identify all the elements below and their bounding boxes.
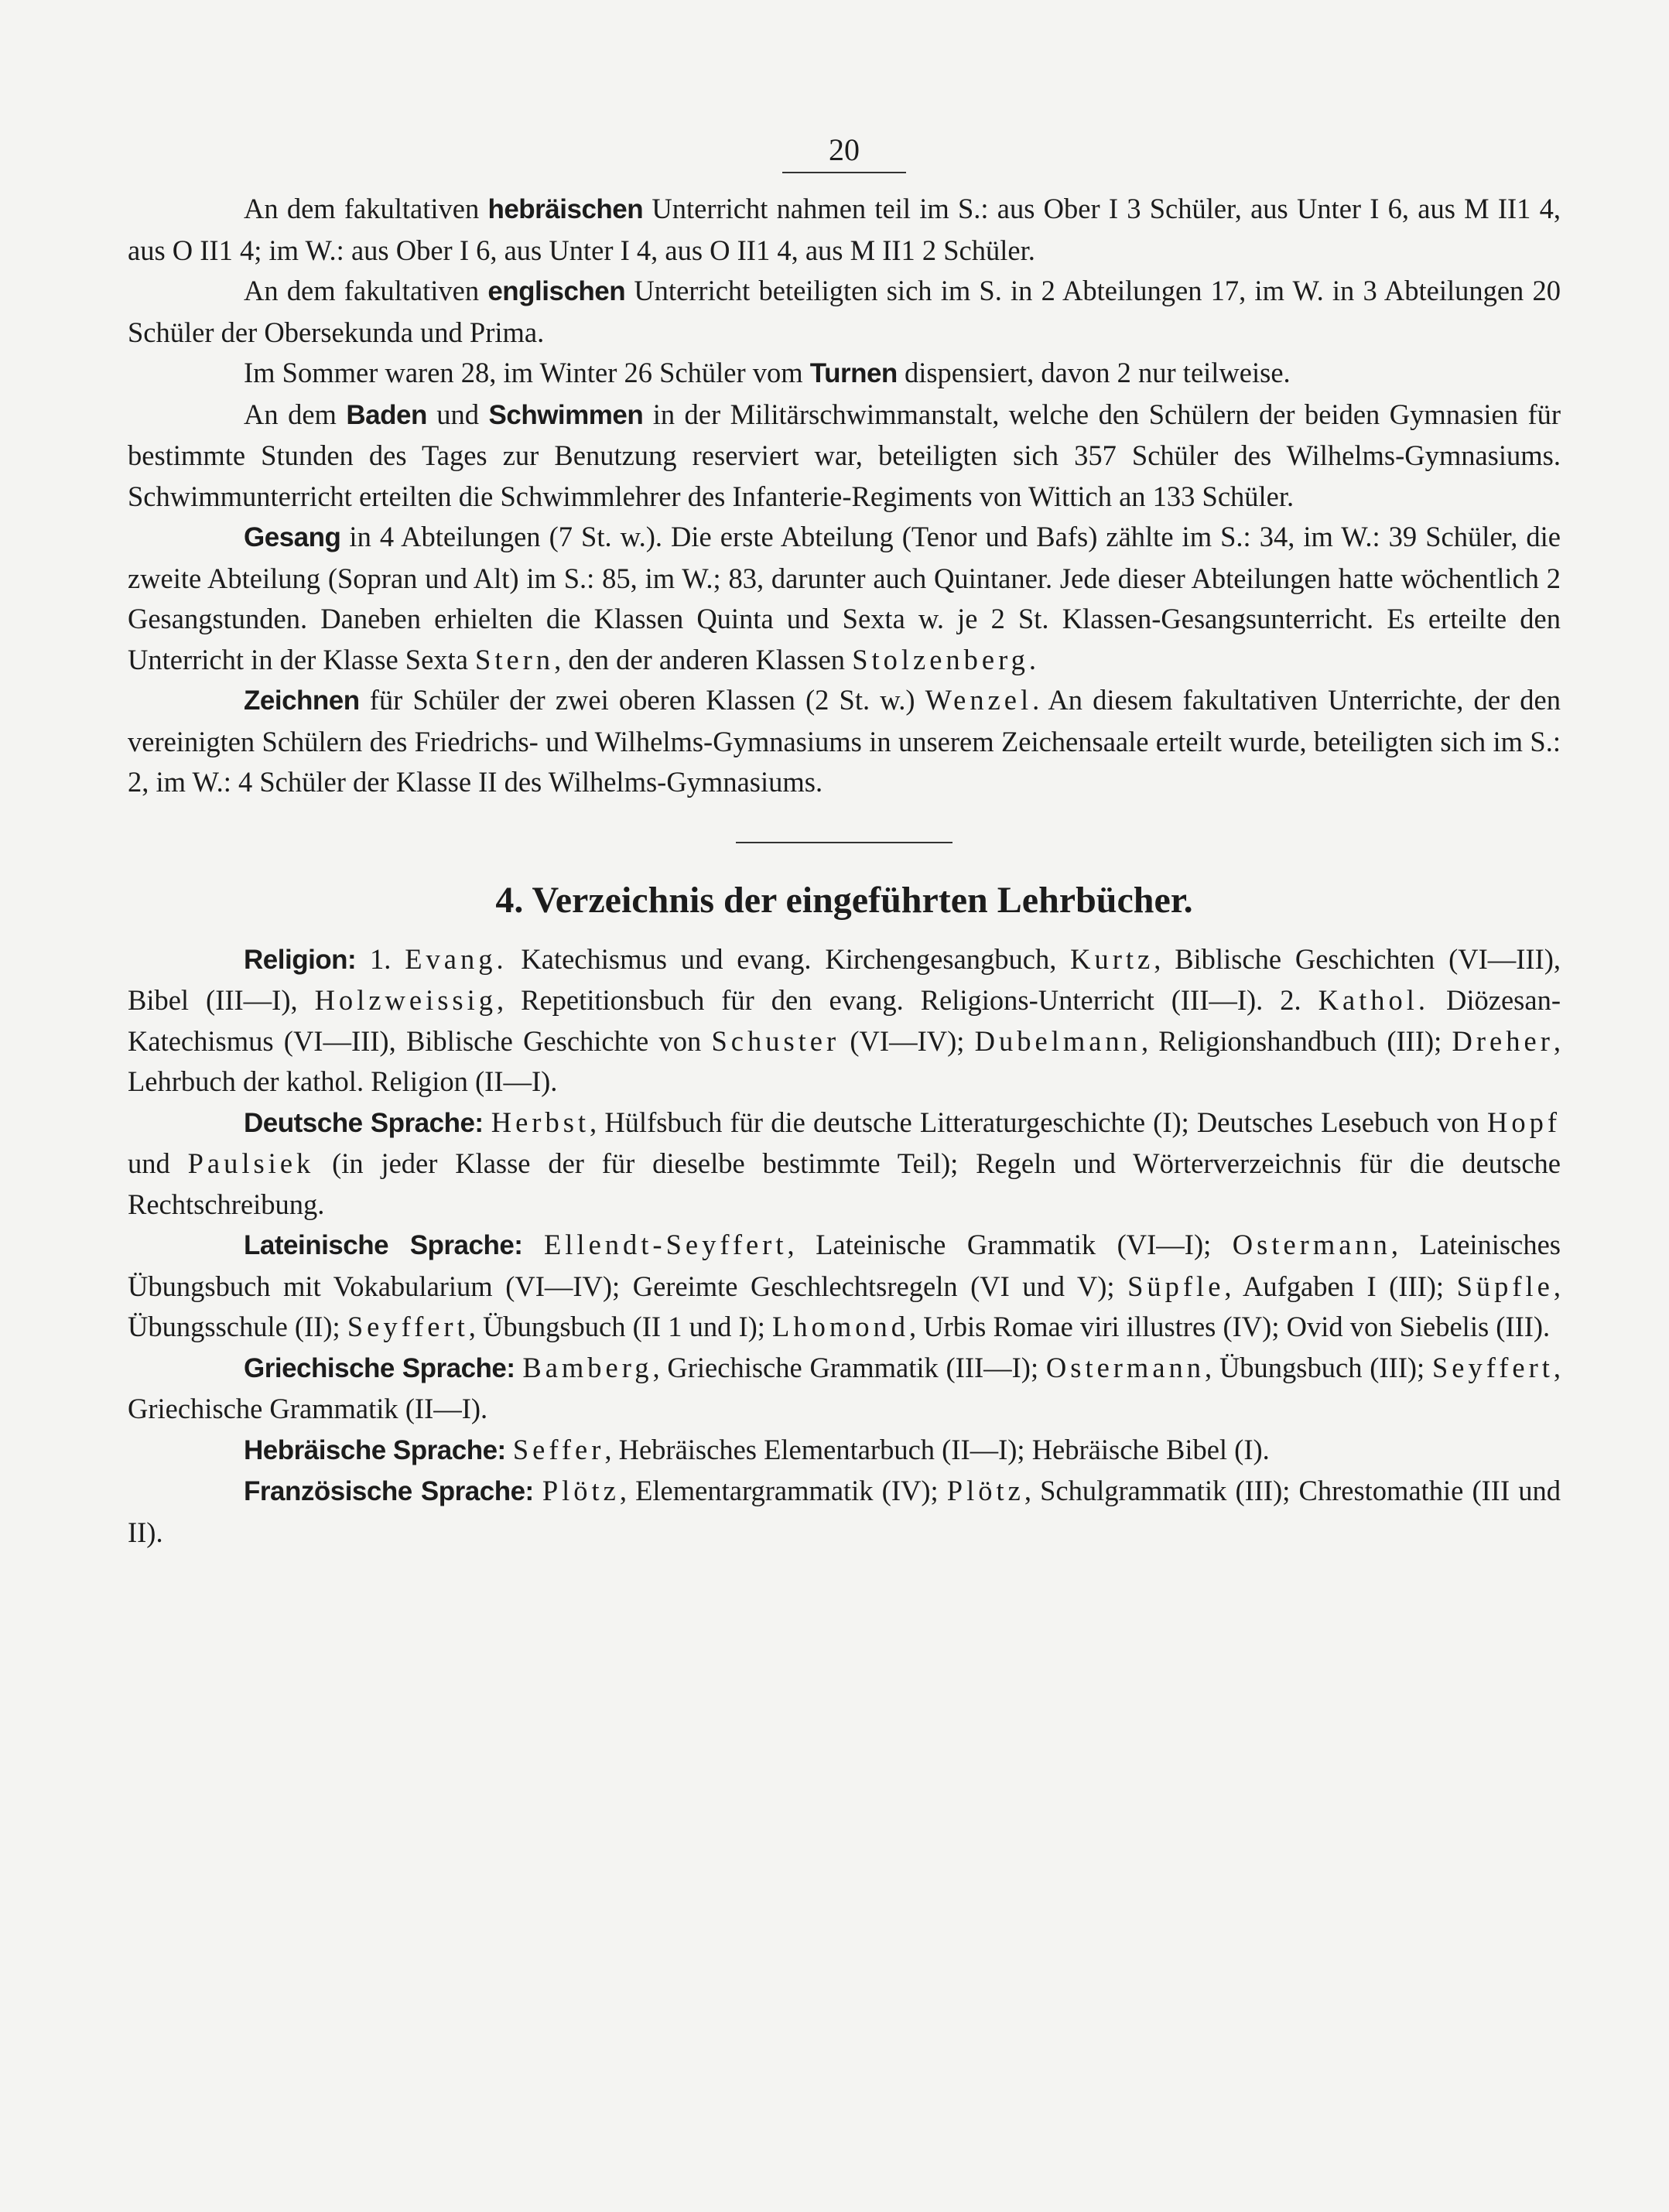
text-run — [506, 1434, 513, 1465]
author-name: Schuster — [711, 1024, 840, 1057]
author-name: Hopf — [1486, 1106, 1561, 1138]
author-name: Kurtz — [1070, 942, 1154, 975]
keyword: Schwimmen — [488, 399, 644, 430]
text-run: , Übungsschule (II); — [128, 1270, 1561, 1342]
author-name: Plötz — [946, 1475, 1024, 1506]
text-run: , Griechische Grammatik (II—I). — [128, 1351, 1561, 1424]
author-name: Dubelmann — [974, 1024, 1141, 1057]
subject-label: Hebräische Sprache: — [244, 1434, 506, 1465]
keyword: Turnen — [809, 358, 898, 388]
text-run: , Elementargrammatik (IV); — [619, 1475, 947, 1506]
books-hebraeisch — [128, 1430, 1561, 1472]
keyword: englischen — [487, 276, 626, 306]
text-run: (VI—IV); — [840, 1024, 975, 1057]
text-run: , Aufgaben I (III); — [1224, 1270, 1457, 1302]
author-name: Bamberg — [522, 1351, 653, 1383]
text-run: , Schulgrammatik (III); Chrestomathie (III und II). — [128, 1475, 1561, 1548]
subject-label: Französische Sprache: — [244, 1476, 534, 1506]
text-run: Unterricht nahmen teil im S.: aus Ober I 3 Schüler, aus Unter I 6, aus M II1 4, aus O II1 4; im W.: aus Ober I 6, aus Unter I 4, aus O II1 4, aus M II1 2 Schüler. — [128, 193, 1561, 266]
text-run: , Lateinische Grammatik (VI—I); — [787, 1229, 1233, 1260]
subject-label: Religion: — [244, 944, 357, 975]
books-griechisch — [128, 1348, 1561, 1430]
text-run: , Biblische Geschichten (VI—III), Bibel (III—I), — [128, 942, 1561, 1016]
text-run: , Hebräisches Elementarbuch (II—I); Hebräische Bibel (I). — [604, 1433, 1270, 1465]
text-run: , den der anderen Klassen — [554, 643, 853, 675]
text-run: Katechismus und evang. Kirchengesangbuch, — [507, 942, 1071, 975]
keyword: hebräischen — [487, 194, 644, 224]
paragraph-english — [128, 271, 1561, 353]
teacher-name: Stolzenberg — [852, 643, 1029, 675]
keyword: Baden — [346, 399, 427, 430]
teacher-name: Wenzel — [925, 684, 1033, 716]
subject-label: Deutsche Sprache: — [244, 1107, 484, 1138]
text-run: , Übungsbuch (II 1 und I); — [468, 1311, 773, 1342]
text-run: An dem fakultativen — [244, 193, 488, 224]
author-name: Holzweissig — [314, 984, 498, 1016]
author-name: Ellendt-Seyffert — [544, 1229, 788, 1260]
text-run: 1. — [356, 942, 405, 975]
keyword: Zeichnen — [244, 685, 360, 716]
author-name: Seyffert — [1431, 1351, 1554, 1383]
text-run: Unterricht beteiligten sich im S. in 2 Abteilungen 17, im W. in 3 Abteilungen 20 Schüler der Obersekunda und Prima. — [128, 275, 1561, 348]
books-latein — [128, 1225, 1561, 1348]
text-run: , Religionshandbuch (III); — [1141, 1024, 1452, 1057]
author-name: Seffer — [512, 1433, 605, 1465]
text-run: (in jeder Klasse der für dieselbe bestimmte Teil); Regeln und Wörterverzeichnis für die deutsche Rechtschreibung. — [128, 1147, 1561, 1220]
text-run: und — [426, 398, 489, 430]
subject-label: Lateinische Sprache: — [244, 1230, 523, 1260]
books-religion — [128, 939, 1561, 1103]
teacher-name: Stern — [475, 643, 555, 675]
author-name: Ostermann — [1232, 1229, 1391, 1260]
text-run: , Hülfsbuch für die deutsche Litteraturgeschichte (I); Deutsches Lesebuch von — [590, 1106, 1487, 1138]
paragraph-gesang — [128, 517, 1561, 680]
author-name: Seyffert — [347, 1311, 469, 1342]
text-run: für Schüler der zwei oberen Klassen (2 St. w.) — [359, 684, 925, 716]
text-run: . — [1028, 643, 1036, 675]
author-name: Paulsiek — [187, 1147, 315, 1179]
text-run — [534, 1475, 542, 1506]
text-run: , Übungsbuch (III); — [1205, 1351, 1432, 1383]
author-name: Evang. — [405, 942, 508, 975]
books-franzoesisch — [128, 1471, 1561, 1553]
text-run: dispensiert, davon 2 nur teilweise. — [897, 357, 1291, 388]
section-divider — [736, 842, 952, 843]
text-run: , Urbis Romae viri illustres (IV); Ovid von Siebelis (III). — [908, 1311, 1551, 1342]
books-deutsch — [128, 1103, 1561, 1226]
paragraph-turnen — [128, 353, 1561, 395]
text-run: Im Sommer waren 28, im Winter 26 Schüler vom — [244, 357, 810, 388]
paragraph-zeichnen — [128, 680, 1561, 803]
text-run: An dem — [244, 398, 347, 430]
text-run: in der Militärschwimmanstalt, welche den Schülern der beiden Gymnasien für bestimmte Stunden des Tages zur Benutzung reserviert war, beteiligten sich 357 Schüler des Wilhelms-Gymnasiums. Schwimmunterricht erteilten die Schwimmlehrer des Infanterie-Regiments von Wittich an 133 Schüler. — [128, 398, 1561, 512]
author-name: Lhomond — [772, 1311, 909, 1342]
author-name: Plötz — [542, 1475, 620, 1506]
text-run — [522, 1229, 544, 1260]
text-run: . An diesem fakultativen Unterrichte, der den vereinigten Schülern des Friedrichs- und Wilhelms-Gymnasiums in unserem Zeichensaale erteilt wurde, beteiligten sich im S.: 2, im W.: 4 Schüler der Klasse II des Wilhelms-Gymnasiums. — [128, 684, 1561, 798]
author-name: Ostermann — [1045, 1351, 1206, 1383]
text-run: in 4 Abteilungen (7 St. w.). Die erste Abteilung (Tenor und Bafs) zählte im S.: 34, im W.: 39 Schüler, die zweite Abteilung (Sopran und Alt) im S.: 85, im W.; 83, darunter auch Quintaner. Jede dieser Abteilungen hatte wöchentlich 2 Gesangstunden. Daneben erhielten die Klassen Quinta und Sexta w. je 2 St. Klassen-Gesangsunterricht. Es erteilte den Unterricht in der Klasse Sexta — [128, 521, 1561, 675]
section-heading: 4. Verzeichnis der eingeführten Lehrbücher. — [495, 879, 1193, 921]
subject-label: Griechische Sprache: — [244, 1352, 515, 1383]
text-run: , Lehrbuch der kathol. Religion (II—I). — [128, 1024, 1561, 1097]
author-name: Süpfle — [1456, 1270, 1554, 1302]
text-run: und — [128, 1147, 188, 1179]
keyword: Gesang — [244, 522, 341, 552]
text-run: , Lateinisches Übungsbuch mit Vokabularium (VI—IV); Gereimte Geschlechtsregeln (VI und V); — [128, 1229, 1561, 1302]
author-name: Süpfle — [1127, 1270, 1225, 1302]
paragraph-schwimmen — [128, 395, 1561, 518]
page-number: 20 — [782, 132, 906, 173]
text-run: , Repetitionsbuch für den evang. Religions-Unterricht (III—I). 2. — [497, 984, 1318, 1016]
author-name: Herbst — [491, 1106, 590, 1138]
paragraph-hebrew — [128, 189, 1561, 271]
text-run — [484, 1106, 491, 1138]
author-name: Kathol. — [1318, 984, 1430, 1016]
text-run — [515, 1352, 523, 1383]
text-run: , Griechische Grammatik (III—I); — [652, 1351, 1046, 1383]
text-run: Diözesan-Katechismus (VI—III), Biblische Geschichte von — [128, 984, 1561, 1057]
author-name: Dreher — [1452, 1024, 1554, 1057]
text-run: An dem fakultativen — [244, 275, 488, 306]
